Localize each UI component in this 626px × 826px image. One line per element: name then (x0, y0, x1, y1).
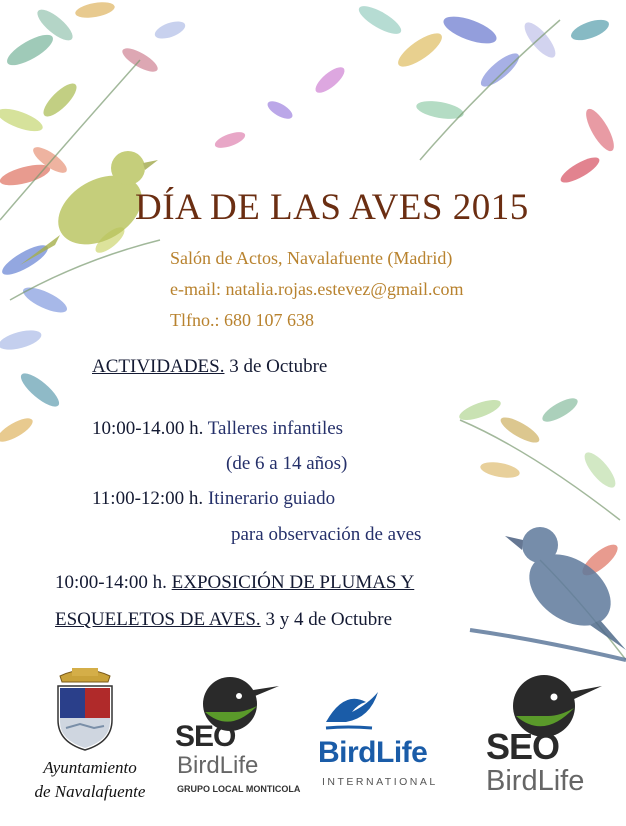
seo-local-seo-text: SEO (175, 720, 236, 753)
phone-text: Tlfno.: 680 107 638 (170, 310, 314, 330)
navalafuente-coat-of-arms (50, 668, 120, 754)
exhibition-title-1: EXPOSICIÓN DE PLUMAS Y (171, 572, 415, 593)
ayuntamiento-line-2: de Navalafuente (34, 782, 146, 801)
route-line (92, 488, 335, 510)
birdlife-bird-icon (322, 688, 382, 732)
seo-birdlife-logo (482, 670, 607, 810)
blue-bird-illustration (470, 527, 626, 660)
route-detail: para observación de aves (231, 524, 422, 545)
activities-line (92, 356, 327, 378)
exhibition-line-1 (55, 572, 414, 594)
activities-date: 3 de Octubre (224, 356, 328, 377)
venue-text: Salón de Actos, Navalafuente (Madrid) (170, 248, 453, 268)
seo-birdlife-text: BirdLife (486, 765, 585, 797)
workshop-line (92, 418, 343, 440)
seo-birdlife-monticola-logo (175, 672, 301, 802)
exhibition-time: 10:00-14:00 h. (55, 572, 172, 593)
route-name: Itinerario guiado (203, 488, 336, 509)
seo-seo-text: SEO (486, 726, 560, 767)
workshop-time: 10:00-14.00 h. (92, 418, 204, 439)
workshop-ages: (de 6 a 14 años) (226, 453, 348, 474)
workshop-name: Talleres infantiles (203, 418, 344, 439)
exhibition-dates: 3 y 4 de Octubre (260, 609, 393, 630)
exhibition-title-2: ESQUELETOS DE AVES. (55, 609, 261, 630)
exhibition-line-2 (55, 609, 392, 631)
seo-local-birdlife-text: BirdLife (177, 752, 259, 779)
seo-local-group-text: GRUPO LOCAL MONTICOLA (177, 784, 301, 794)
event-title: DÍA DE LAS AVES 2015 (135, 187, 529, 228)
birdlife-sub-text: INTERNATIONAL (322, 776, 438, 788)
ayuntamiento-line-1: Ayuntamiento (43, 758, 137, 777)
route-time: 11:00-12:00 h. (92, 488, 204, 509)
activities-heading: ACTIVIDADES. (92, 356, 225, 377)
email-text[interactable]: e-mail: natalia.rojas.estevez@gmail.com (170, 279, 464, 299)
birdlife-international-logo (312, 688, 460, 800)
birdlife-name-text: BirdLife (318, 736, 428, 769)
